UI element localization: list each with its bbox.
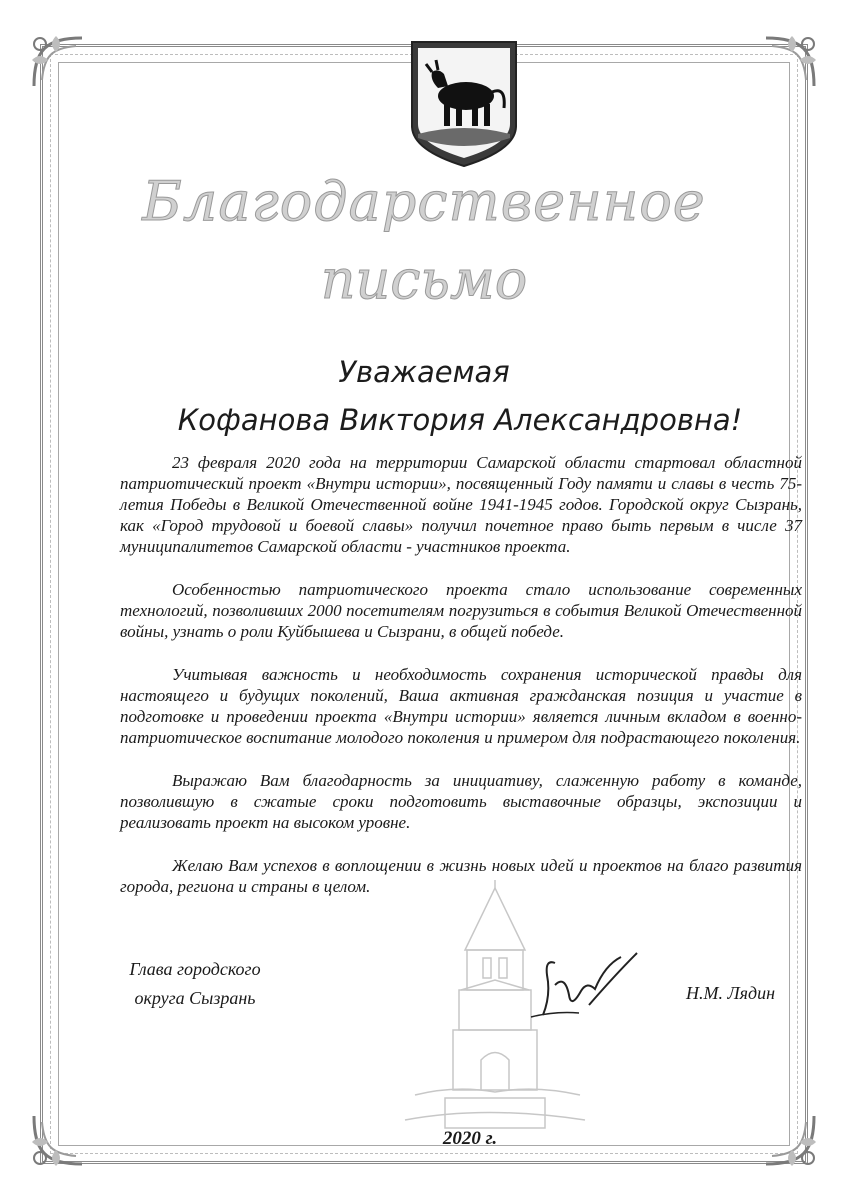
document-title-line2: письмо: [320, 248, 528, 311]
document-date: 2020 г.: [442, 1128, 498, 1149]
signer-position-line2: округа Сызрань: [134, 988, 256, 1008]
syzran-coat-of-arms-icon: [408, 38, 520, 168]
signer-name: Н.М. Лядин: [686, 983, 776, 1003]
document-title: Благодарственное: [142, 170, 706, 233]
paragraph: Желаю Вам успехов в воплощении в жизнь новых идей и проектов на благо развития города, региона и страны в целом.: [120, 856, 802, 896]
paragraph: Выражаю Вам благодарность за инициативу, слаженную работу в команде, позволившую в сжатые сроки подготовить выставочные образцы, экспозиции и реализовать проект на высоком уровне.: [120, 771, 802, 832]
corner-ornament-icon: [758, 30, 822, 94]
signer-position: [115, 955, 275, 1013]
paragraph: Учитывая важность и необходимость сохранения исторической правды для настоящего и будущих поколений, Ваша активная гражданская позиция и участие в подготовке и проведении проекта «Внутри истории» является личным вкладом в военно-патриотическое воспитание молодого поколения и примером для подрастающего поколения.: [120, 665, 802, 747]
signer-position-line1: Глава городского: [129, 959, 261, 979]
paragraph: Особенностью патриотического проекта стало использование современных технологий, позволивших 2000 посетителям погрузиться в события Великой Отечественной войны, узнать о роли Куйбышева и Сызрани, в общей победе.: [120, 580, 802, 641]
addressee-name: Кофанова Виктория Александровна!: [177, 403, 743, 437]
greeting: Уважаемая: [338, 355, 510, 389]
corner-ornament-icon: [26, 30, 90, 94]
letter-body: [120, 452, 802, 919]
handwritten-signature: [525, 945, 645, 1025]
paragraph: 23 февраля 2020 года на территории Самарской области стартовал областной патриотический проект «Внутри истории», посвященный Году памяти и славы в честь 75-летия Победы в Великой Отечественной войне 1941-1945 годов. Городской округ Сызрань, как «Город трудовой и боевой славы» получил почетное право быть первым в числе 37 муниципалитетов Самарской области - участников проекта.: [120, 453, 802, 556]
